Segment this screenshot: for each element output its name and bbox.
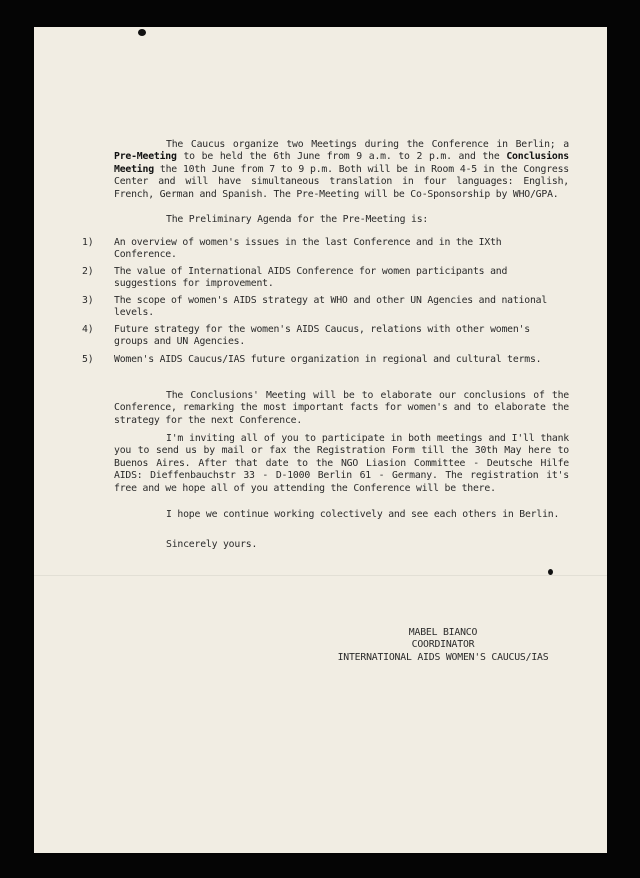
agenda-item-number: 4) xyxy=(82,324,94,335)
closing: Sincerely yours. xyxy=(166,539,258,550)
signature-name: MABEL BIANCO xyxy=(408,627,478,638)
agenda-item-text: Women's AIDS Caucus/IAS future organization in regional and cultural terms. xyxy=(114,354,542,365)
paragraph-conclusions: The Conclusions' Meeting will be to elaborate our conclusions of the Conference, remarking the most important facts for women's and to elaborate the strategy for the next Conference. xyxy=(114,390,569,426)
signature-title: COORDINATOR xyxy=(411,639,475,651)
agenda-item-number: 1) xyxy=(82,237,94,248)
agenda-item-text: The scope of women's AIDS strategy at WHO and other UN Agencies and national levels. xyxy=(114,295,548,319)
ink-spot-right xyxy=(548,569,553,575)
letter-page xyxy=(34,27,607,853)
paragraph-inviting: I'm inviting all of you to participate in both meetings and I'll thank you to send us by mail or fax the Registration Form till the 30th May here to Buenos Aires. After that date to the NGO Liasion Committee - Deutsche Hilfe AIDS: Dieffenbauchstr 33 - D-1000 Berlin 61 - Germany. The registration it's free and we hope all of you attending the Conference will be there. xyxy=(114,433,569,494)
paragraph-meetings xyxy=(114,139,569,201)
conclusions-meeting-term: Conclusions Meeting xyxy=(114,151,569,175)
agenda-item-number: 5) xyxy=(82,354,94,365)
agenda-item-4 xyxy=(82,324,569,349)
paragraph-hope: I hope we continue working colectively and see each others in Berlin. xyxy=(166,509,560,520)
paragraph-meetings-part-c: the 10th June from 7 to 9 p.m. Both will be in Room 4-5 in the Congress Center and will have simultaneous translation in four languages: English, French, German and Spanish. The Pre-Meeting will be Co-Sponsorship by WHO/GPA. xyxy=(114,163,569,200)
agenda-item-text: Future strategy for the women's AIDS Caucus, relations with other women's groups and UN Agencies. xyxy=(114,324,530,348)
agenda-item-2 xyxy=(82,266,569,291)
ink-spot-top xyxy=(138,29,146,36)
signature-block xyxy=(318,627,568,664)
pre-meeting-term: Pre-Meeting xyxy=(114,151,177,163)
agenda-item-5 xyxy=(82,354,569,366)
agenda-item-number: 2) xyxy=(82,266,94,277)
agenda-item-text: The value of International AIDS Conference for women participants and suggestions for improvement. xyxy=(114,266,508,290)
agenda-item-3 xyxy=(82,295,569,320)
agenda-item-1 xyxy=(82,237,569,262)
agenda-item-text: An overview of women's issues in the last Conference and in the IXth Conference. xyxy=(114,237,502,261)
paragraph-meetings-part-b: to be held the 6th June from 9 a.m. to 2 p.m. and the xyxy=(176,151,507,163)
paragraph-meetings-part-a: The Caucus organize two Meetings during the Conference in Berlin; a xyxy=(166,139,569,150)
agenda-item-number: 3) xyxy=(82,295,94,306)
agenda-intro: The Preliminary Agenda for the Pre-Meeting is: xyxy=(166,214,429,225)
signature-org: INTERNATIONAL AIDS WOMEN'S CAUCUS/IAS xyxy=(337,651,549,663)
